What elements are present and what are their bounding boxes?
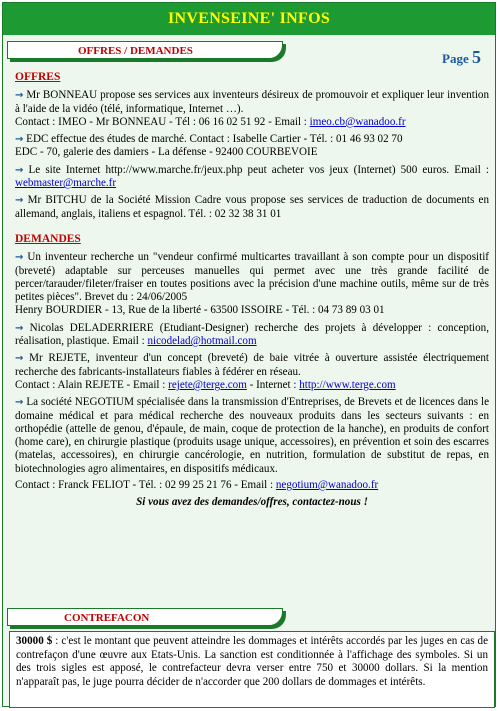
offres-heading: OFFRES — [15, 71, 61, 83]
request-text: Mr REJETE, inventeur d'un concept (breveté) de baie vitrée à ouverture assistée électriquement recherche des fabricants-installateurs fiables à fédérer en réseau. — [15, 352, 489, 378]
arrow-icon: → — [15, 397, 24, 409]
offer-entry-bitchu — [15, 194, 489, 221]
email-link-marche[interactable]: webmaster@marche.fr — [15, 177, 117, 190]
page-label: Page — [442, 51, 469, 66]
closing-call-to-action: Si vous avez des demandes/offres, contactez-nous ! — [136, 496, 368, 509]
email-link-rejete[interactable]: rejete@terge.com — [168, 378, 247, 391]
offer-contact: EDC - 70, galerie des damiers - La défense - 92400 COURBEVOIE — [15, 146, 318, 159]
arrow-icon: → — [15, 252, 24, 264]
contrefacon-box — [9, 631, 495, 708]
request-entry-deladerriere — [15, 322, 489, 349]
request-entry-bourdier — [15, 251, 489, 317]
main-content — [15, 71, 489, 510]
arrow-icon: → — [15, 195, 24, 207]
offer-entry-marche — [15, 164, 489, 191]
contrefacon-amount: 30000 $ — [16, 635, 53, 647]
offer-text: Le site Internet http://www.marche.fr/jeux.php peut acheter vos jeux (Internet) 500 euros. Email : — [28, 163, 489, 176]
banner-title: INVENSEINE' INFOS — [3, 3, 495, 35]
email-link-nicodelad[interactable]: nicodelad@hotmail.com — [147, 335, 257, 348]
request-contact-mid: - Internet : — [246, 378, 300, 391]
offer-text: EDC effectue des études de marché. Contact : Isabelle Cartier - Tél. : 01 46 93 02 70 — [26, 133, 403, 146]
section-tab-offres-demandes: OFFRES / DEMANDES — [7, 41, 283, 59]
arrow-icon: → — [15, 90, 24, 102]
request-text: Nicolas DELADERRIERE (Etudiant-Designer) recherche des projets à développer : conception, réalisation, plastique. Email : — [15, 321, 489, 348]
request-contact: Henry BOURDIER - 13, Rue de la liberté - 63500 ISSOIRE - Tél. : 04 73 89 03 01 — [15, 304, 385, 317]
website-link-terge[interactable]: http://www.terge.com — [299, 378, 396, 391]
offer-contact: Contact : IMEO - Mr BONNEAU - Tél : 06 16 02 51 92 - Email : — [15, 115, 310, 128]
arrow-icon: → — [15, 164, 24, 176]
request-contact: Contact : Franck FELIOT - Tél. : 02 99 25 21 76 - Email : — [15, 479, 276, 492]
offer-entry-edc — [15, 133, 489, 160]
section-tab-contrefacon: CONTREFACON — [7, 608, 283, 626]
contrefacon-text: : c'est le montant que peuvent atteindre les dommages et intérêts accordés par les juges en cas de contrefaçon d'une œuvre aux Etats-Unis. La sanction est conditionnée à l'affichage des symboles. Si un des trois sigles est apposé, le contrefacteur devra verser entre 750 et 30000 dollars. Si la mention n'apparaît pas, le juge pourra décider de n'accorder que 200 dollars de dommages et intérêts. — [16, 635, 488, 688]
request-entry-rejete — [15, 352, 489, 392]
newsletter-page — [2, 2, 496, 707]
spacer — [15, 225, 489, 233]
offer-entry-bonneau — [15, 89, 489, 129]
arrow-icon: → — [15, 134, 24, 146]
request-entry-negotium — [15, 396, 489, 492]
offer-text: Mr BONNEAU propose ses services aux inventeurs désireux de promouvoir et expliquer leur invention à l'aide de la vidéo (télé, informatique, Internet …). — [15, 89, 489, 115]
request-text: La société NEGOTIUM spécialisée dans la transmission d'Entreprises, de Brevets et de licences dans le domaine médical et para médical recherche des nouveaux produits dans les secteurs suivants : en orthopédie (attelle de genou, d'épaule, de main, coque de protection de la hanche), en produits de confort (home care), en chirurgie plastique (produits usage unique, accessoires), en prévention et soin des escarres (matelas, accessoires), en chirurgie cancérologie, en nutrition, formulation de substitut de repas, en biotechnologies agro alimentaires, en dispositifs médicaux. — [15, 396, 489, 475]
request-text: Un inventeur recherche un "vendeur confirmé multicartes travaillant à son compte pour un dispositif (breveté) adaptable sur perceuses manuelles qui permet avec une très grande facilité de percer/tarauder/fileter/fraiser en toutes positions avec la précision d'une machine outils, même sur de très petites pièces". Brevet du : 24/06/2005 — [15, 251, 489, 304]
demandes-heading: DEMANDES — [15, 232, 81, 245]
page-number — [442, 47, 481, 68]
arrow-icon: → — [15, 353, 24, 365]
request-contact: Contact : Alain REJETE - Email : — [15, 378, 169, 391]
email-link-negotium[interactable]: negotium@wanadoo.fr — [275, 479, 379, 492]
arrow-icon: → — [15, 322, 24, 334]
email-link-imeo[interactable]: imeo.cb@wanadoo.fr — [309, 115, 406, 128]
page-number-value: 5 — [472, 47, 481, 67]
offer-text: Mr BITCHU de la Société Mission Cadre vous propose ses services de traduction de documents en allemand, anglais, italiens et espagnol. Tél. : 02 32 38 31 01 — [15, 194, 489, 220]
